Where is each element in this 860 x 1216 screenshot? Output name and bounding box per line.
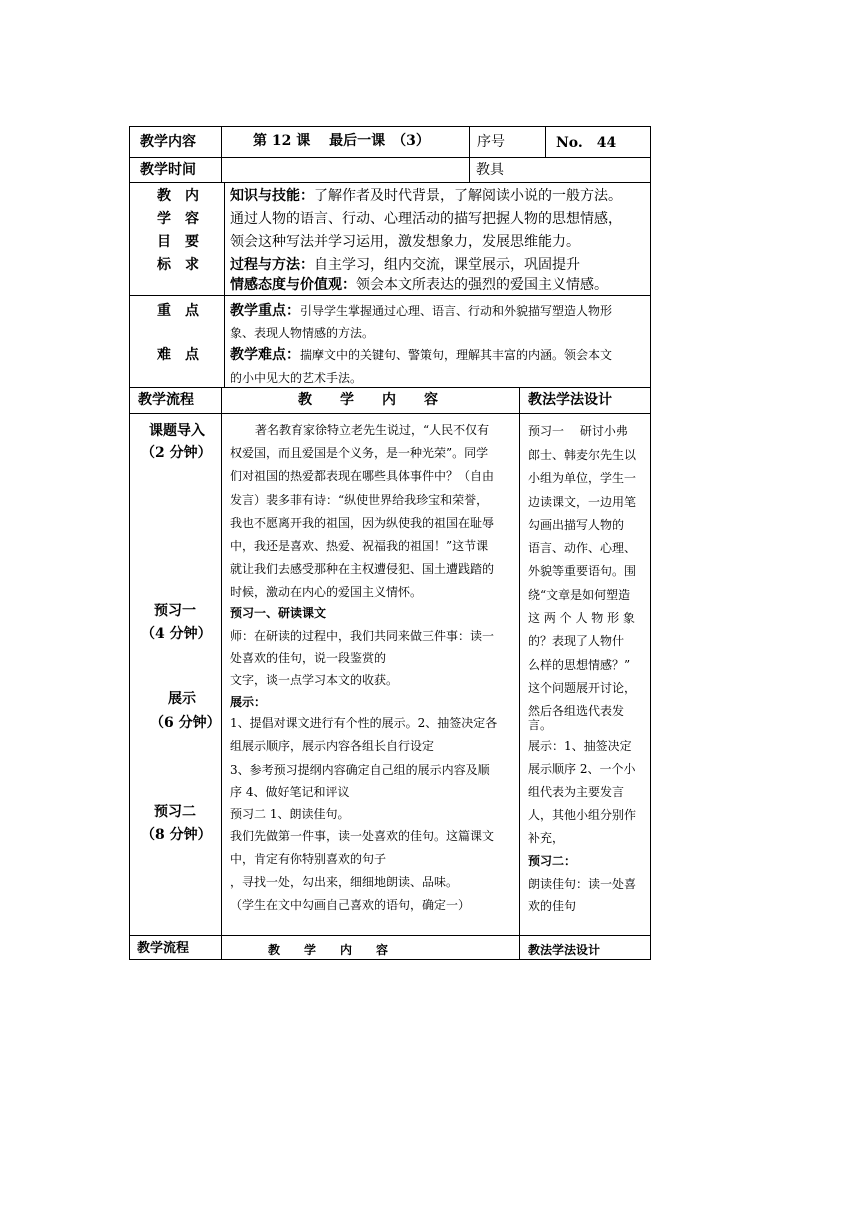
goal-line-text: 领会这种写法并学习运用，激发想象力，发展思维能力。 [230,234,580,250]
rule [129,413,651,414]
content-line: 1、提倡对课文进行有个性的展示。2、抽签决定各 [230,716,498,730]
method-line: 展示：1、抽签决定 [528,739,632,753]
content-line: 我也不愿离开我的祖国，因为纵使我的祖国在耻辱 [230,516,495,530]
goal-line [230,189,622,203]
method-line: 这个问题展开讨论， [528,681,637,695]
rule [129,295,651,296]
stage-time: （8 分钟） [141,827,212,843]
rule [650,126,651,960]
content-line: 预习二 1、朗读佳句。 [230,807,350,821]
rule [519,387,520,960]
stage-name: 课题导入 [149,423,205,439]
method-line: 郎士、韩麦尔先生以 [528,448,637,462]
content-line: 我们先做第一件事，读一处喜欢的佳句。这篇课文 [230,829,495,843]
content-line: 时候，激动在内心的爱国主义情怀。 [230,585,423,599]
rule [224,182,225,388]
stage-name: 预习二 [154,804,196,820]
content-line: 权爱国，而且爱国是个义务，是一种光荣”。同学 [230,446,489,460]
goal-line-title: 过程与方法： [230,257,314,273]
difficulty-line: 的小中见大的艺术手法。 [230,371,363,385]
content-line: 处喜欢的佳句，说一段鉴赏的 [230,651,387,665]
rule [469,126,470,183]
content-label: 教学内容 [140,134,196,150]
goal-line-title: 情感态度与价值观： [230,277,356,293]
goal-line [230,212,622,226]
method-line: 组代表为主要发言 [528,785,625,799]
goal-line-text: 了解作者及时代背景，了解阅读小说的一般方法。 [314,188,622,204]
content-line: 展示： [230,695,267,709]
goals-label-line: 教 内 [157,188,199,204]
content-line: 中，我还是喜欢、热爱、祝福我的祖国！”这节课 [230,539,489,553]
goal-line [230,235,580,249]
content-line: 发言）裴多菲有诗：“纵使世界给我珍宝和荣誉， [230,493,489,507]
content-line: 预习一、研读课文 [230,606,327,620]
rule [545,126,546,157]
content-line: 师：在研读的过程中，我们共同来做三件事：读一 [230,629,495,643]
method-line: 预习二： [528,854,577,868]
method-line: 么样的思想情感？” [528,658,631,672]
rule [221,126,222,183]
difficulty-text [230,348,612,362]
content-line: ，寻找一处，勾出来，细细地朗读、品味。 [230,875,459,889]
stage-time: （6 分钟） [150,715,221,731]
content-line: 就让我们去感受那种在主权遭侵犯、国土遭践踏的 [230,562,495,576]
sequence-number: No. 44 [556,135,617,151]
difficulty-line: 揣摩文中的关键句、警策句，理解其丰富的内涵。领会本文 [300,348,613,362]
goal-line [230,258,580,272]
rule [129,182,651,183]
goal-line-text: 自主学习，组内交流，课堂展示，巩固提升 [314,257,580,273]
content-line: 序 4、做好笔记和评议 [230,785,350,799]
method-line: 小组为单位，学生一 [528,471,637,485]
goal-line-text: 通过人物的语言、行动、心理活动的描写把握人物的思想情感， [230,211,622,227]
difficulty-title: 教学难点： [230,347,300,363]
stage-time: （4 分钟） [141,626,212,642]
focus-label: 重 点 [157,303,199,319]
rule [221,387,222,960]
time-label: 教学时间 [140,162,196,178]
content-line: 们对祖国的热爱都表现在哪些具体事件中？（自由 [230,469,495,483]
rule [129,959,651,960]
stage-time: （2 分钟） [141,445,212,461]
method-line: 语言、动作、心理、 [528,541,637,555]
content-line: 文字，谈一点学习本文的收获。 [230,673,399,687]
method-line: 边读课文，一边用笔 [528,495,637,509]
stage-name: 预习一 [154,603,196,619]
method-line: 勾画出描写人物的 [528,518,625,532]
focus-line: 引导学生掌握通过心理、语言、行动和外貌描写塑造人物形 [300,304,613,318]
method-line: 言。 [528,718,553,732]
footer-col3: 教法学法设计 [528,943,601,957]
method-line: 展示顺序 2、一个小 [528,762,636,776]
content-line: 3、参考预习提纲内容确定自己组的展示内容及顺 [230,763,490,777]
footer-col1: 教学流程 [137,941,190,956]
method-line: 朗读佳句：读一处喜 [528,877,637,891]
flow-header-col1: 教学流程 [138,392,194,408]
method-line: 这 两 个 人 物 形 象 [528,611,635,625]
content-line: （学生在文中勾画自己喜欢的语句，确定一） [230,898,471,912]
content-line: 组展示顺序，展示内容各组长自行设定 [230,739,435,753]
goals-label-line: 标 求 [157,257,199,273]
method-line: 补充， [528,831,565,845]
rule [129,126,651,127]
content-line: 著名教育家徐特立老先生说过，“人民不仅有 [255,423,490,437]
focus-text [230,304,612,318]
method-line: 的？表现了人物什 [528,634,625,648]
lesson-title: 第 12 课 最后一课 （3） [253,133,430,149]
flow-header-col3: 教法学法设计 [528,392,612,408]
flow-header-col2: 教 学 内 容 [298,392,438,408]
method-line: 然后各组选代表发 [528,704,625,718]
rule [129,126,130,960]
sequence-label: 序号 [477,134,505,150]
rule [129,157,651,158]
focus-line: 象、表现人物情感的方法。 [230,326,375,340]
goals-label-line: 学 容 [157,211,199,227]
goal-line-text: 领会本文所表达的强烈的爱国主义情感。 [356,277,608,293]
rule [129,935,651,936]
footer-col2: 教 学 内 容 [268,943,389,957]
goals-label-line: 目 要 [157,234,199,250]
goal-line [230,278,608,292]
stage-name: 展示 [168,691,196,707]
content-line: 中，肯定有你特别喜欢的句子 [230,852,387,866]
focus-title: 教学重点： [230,303,300,319]
method-line: 欢的佳句 [528,899,577,913]
method-line: 人，其他小组分别作 [528,808,637,822]
method-line: 预习一 研讨小弗 [528,424,628,438]
rule [129,387,651,388]
tools-label: 教具 [476,162,504,178]
method-line: 外貌等重要语句。围 [528,564,637,578]
difficulty-label: 难 点 [157,347,199,363]
goal-line-title: 知识与技能： [230,188,314,204]
method-line: 绕“文章是如何塑造 [528,588,631,602]
